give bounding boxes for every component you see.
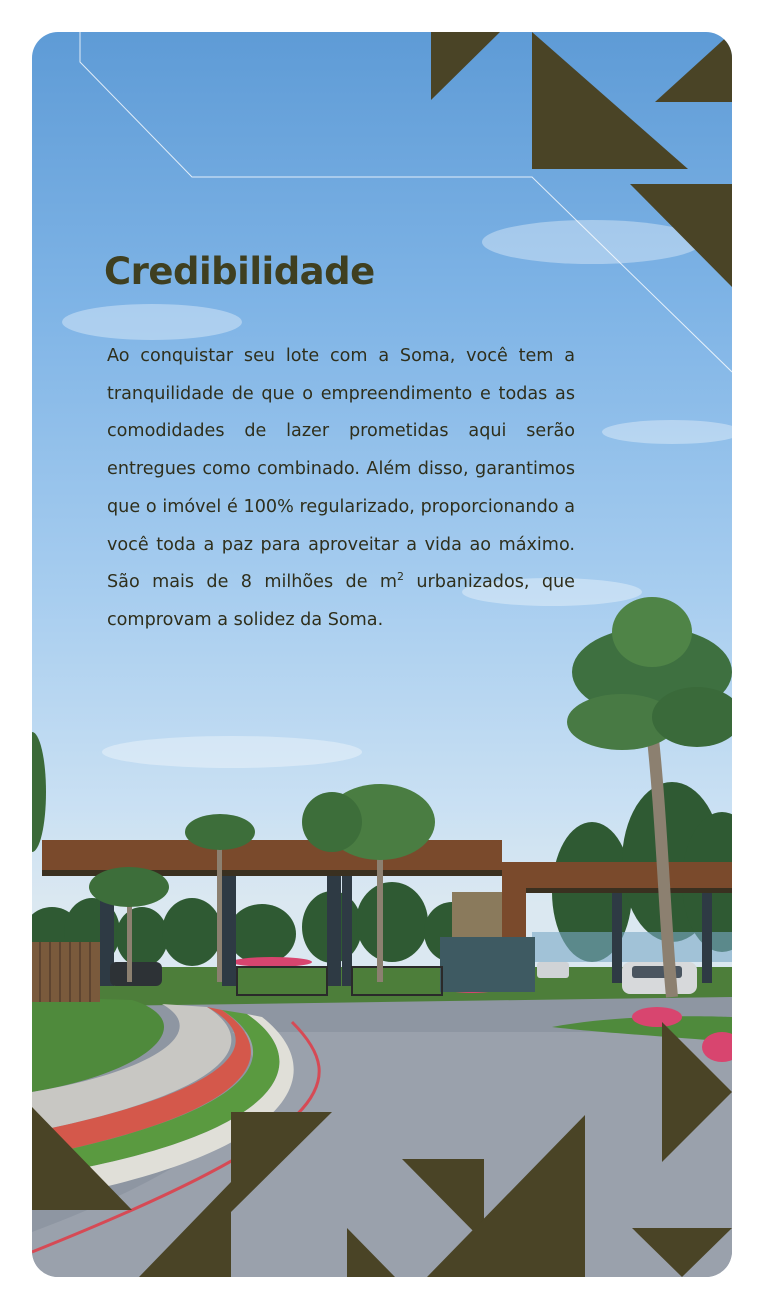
section-body-text — [107, 338, 575, 640]
shrub — [32, 732, 46, 852]
superscript-two: 2 — [397, 570, 405, 584]
section-title: Credibilidade — [104, 250, 375, 293]
body-text-part: urbanizados, que comprovam a solidez da Soma. — [107, 572, 575, 630]
entrance-scene-illustration — [32, 32, 732, 1277]
promo-card — [32, 32, 732, 1277]
body-text-part: Ao conquistar seu lote com a Soma, você tem a tranquilidade de que o empreendimento e todas as comodidades de lazer prometidas aqui serão entregues como combinado. Além disso, garantimos que o imóvel é 100% regularizado, proporcionando a você toda a paz para aproveitar a vida ao máximo. São mais de 8 milhões de m — [107, 346, 575, 593]
